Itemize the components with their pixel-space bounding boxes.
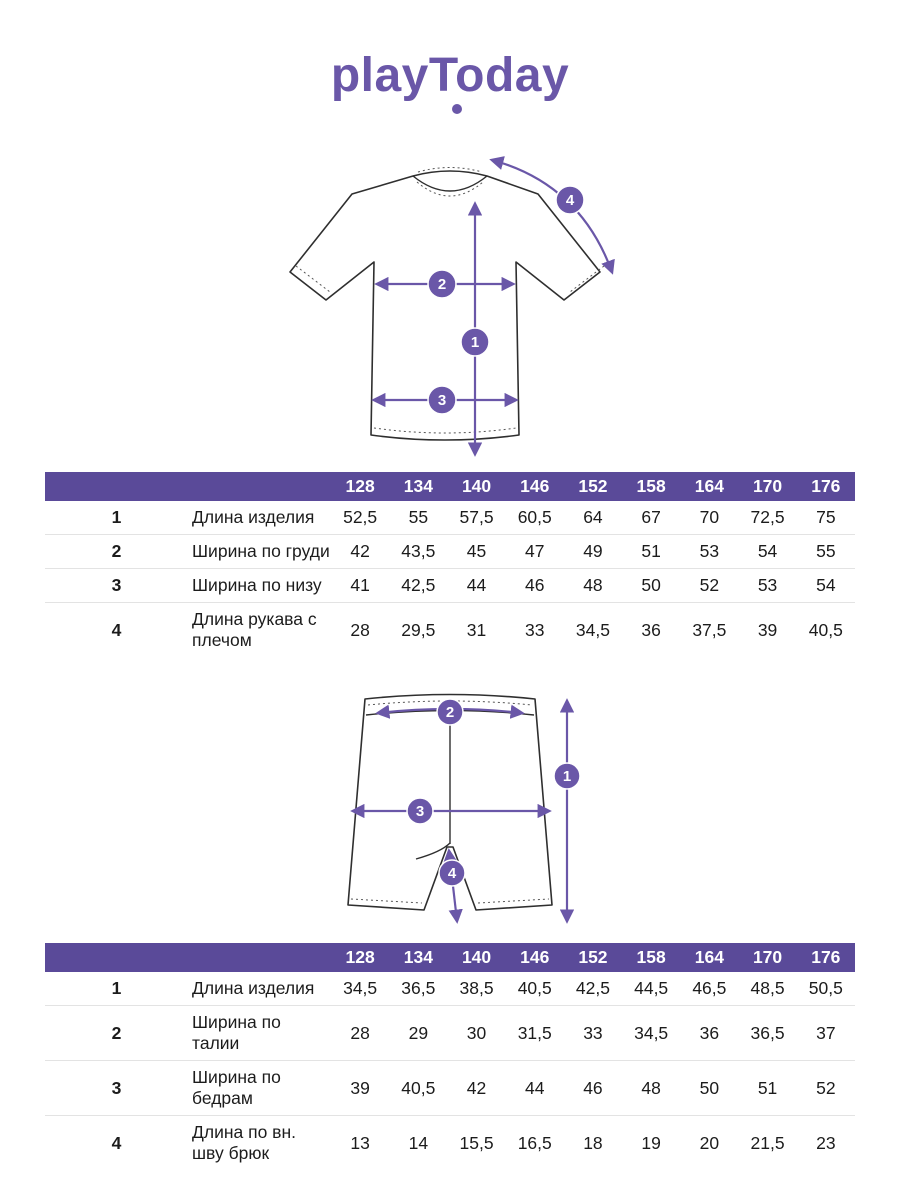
marker-1 (461, 328, 489, 356)
svg-text:2: 2 (445, 704, 455, 721)
measurement-value: 15,5 (459, 1132, 494, 1153)
measurement-value: 48,5 (738, 972, 796, 1006)
measurement-value: 46 (564, 1061, 622, 1116)
size-column-header: 170 (738, 472, 796, 501)
measurement-label: Ширина по бедрам (188, 1061, 331, 1116)
size-column-header: 134 (389, 943, 447, 972)
measurement-value: 46,5 (680, 972, 738, 1006)
measurement-value: 44 (506, 1061, 564, 1116)
measurement-row (45, 501, 855, 535)
measurement-value: 20 (699, 1132, 720, 1153)
measurement-value: 33 (564, 1006, 622, 1061)
measurement-value: 31 (466, 619, 487, 640)
size-column-header: 158 (622, 472, 680, 501)
size-column-header: 164 (680, 943, 738, 972)
measurement-value: 43,5 (389, 535, 447, 569)
brand-header (0, 0, 900, 120)
measurement-value: 48 (564, 569, 622, 603)
size-column-header: 146 (506, 472, 564, 501)
measurement-value: 51 (622, 535, 680, 569)
measurement-value: 36,5 (389, 972, 447, 1006)
measurement-value: 39 (757, 619, 778, 640)
size-header-row (45, 472, 855, 501)
measurement-value: 29 (389, 1006, 447, 1061)
measurement-label: Длина изделия (188, 501, 331, 535)
tshirt-size-table (45, 472, 855, 657)
measurement-value: 21,5 (750, 1132, 785, 1153)
tshirt-diagram (270, 142, 630, 472)
measurement-row (45, 535, 855, 569)
size-column-header: 152 (564, 472, 622, 501)
size-column-header: 140 (447, 943, 505, 972)
measurement-value: 33 (525, 619, 545, 640)
shorts-size-table (45, 943, 855, 1170)
measurement-value: 50 (622, 569, 680, 603)
measurement-value: 53 (738, 569, 796, 603)
svg-text:1: 1 (470, 334, 480, 351)
marker-4 (556, 186, 584, 214)
measurement-label: Длина по вн. шву брюк (192, 1122, 297, 1163)
measurement-value: 40,5 (389, 1061, 447, 1116)
measurement-value: 44 (447, 569, 505, 603)
measurement-value: 36 (680, 1006, 738, 1061)
measurement-value: 31,5 (506, 1006, 564, 1061)
size-column-header: 128 (331, 943, 389, 972)
measurement-value: 48 (622, 1061, 680, 1116)
measurement-row (45, 1006, 855, 1061)
marker-2 (428, 270, 456, 298)
measurement-value: 30 (447, 1006, 505, 1061)
brand-logo: playToday (330, 49, 570, 102)
measurement-label: Ширина по талии (188, 1006, 331, 1061)
measurement-value: 67 (622, 501, 680, 535)
measurement-value: 45 (447, 535, 505, 569)
measurement-value: 72,5 (738, 501, 796, 535)
measurement-value: 47 (506, 535, 564, 569)
measurement-value: 51 (738, 1061, 796, 1116)
measurement-value: 75 (797, 501, 855, 535)
measurement-value: 50,5 (797, 972, 855, 1006)
row-number: 4 (111, 1132, 122, 1153)
measurement-value: 37 (797, 1006, 855, 1061)
size-column-header: 170 (738, 943, 796, 972)
measurement-value: 38,5 (447, 972, 505, 1006)
size-column-header: 140 (447, 472, 505, 501)
size-column-header: 164 (680, 472, 738, 501)
header-corner (45, 472, 331, 501)
size-column-header: 176 (797, 943, 855, 972)
measurement-value: 28 (350, 619, 370, 640)
svg-text:4: 4 (447, 865, 457, 882)
measurement-label: Длина изделия (188, 972, 331, 1006)
measurement-value: 40,5 (808, 619, 843, 640)
size-column-header: 134 (389, 472, 447, 501)
measurement-label: Ширина по груди (188, 535, 331, 569)
measurement-label: Ширина по низу (188, 569, 331, 603)
shorts-diagram (320, 683, 580, 943)
measurement-value: 23 (816, 1132, 836, 1153)
measurement-row (45, 603, 855, 658)
measurement-value: 60,5 (506, 501, 564, 535)
measurement-value: 55 (389, 501, 447, 535)
size-column-header: 152 (564, 943, 622, 972)
measurement-value: 52,5 (331, 501, 389, 535)
measurement-value: 46 (506, 569, 564, 603)
measurement-value: 40,5 (506, 972, 564, 1006)
measurement-value: 14 (408, 1132, 429, 1153)
logo-dot-icon (452, 104, 462, 114)
size-column-header: 158 (622, 943, 680, 972)
measurement-label: Длина рукава с плечом (192, 609, 317, 650)
measurement-value: 70 (680, 501, 738, 535)
measurement-value: 42,5 (389, 569, 447, 603)
measurement-value: 42,5 (564, 972, 622, 1006)
measurement-value: 42 (447, 1061, 505, 1116)
measurement-value: 42 (331, 535, 389, 569)
measurement-value: 39 (331, 1061, 389, 1116)
svg-text:3: 3 (437, 392, 447, 409)
svg-text:3: 3 (415, 803, 425, 820)
header-corner (45, 943, 331, 972)
measurement-value: 50 (680, 1061, 738, 1116)
measurement-value: 36 (641, 619, 661, 640)
measurement-value: 49 (564, 535, 622, 569)
measurement-row (45, 1061, 855, 1116)
size-column-header: 146 (506, 943, 564, 972)
row-number: 3 (45, 569, 188, 603)
marker-2 (437, 699, 463, 725)
measurement-value: 52 (680, 569, 738, 603)
marker-1 (554, 763, 580, 789)
measurement-value: 41 (331, 569, 389, 603)
svg-text:4: 4 (565, 192, 575, 209)
measurement-value: 18 (583, 1132, 603, 1153)
marker-4 (439, 860, 465, 886)
marker-3 (428, 386, 456, 414)
row-number: 2 (45, 1006, 188, 1061)
size-column-header: 176 (797, 472, 855, 501)
measurement-value: 52 (797, 1061, 855, 1116)
size-column-header: 128 (331, 472, 389, 501)
measurement-row (45, 569, 855, 603)
measurement-value: 16,5 (517, 1132, 552, 1153)
measurement-value: 19 (641, 1132, 661, 1153)
measurement-value: 57,5 (447, 501, 505, 535)
row-number: 1 (45, 972, 188, 1006)
measurement-value: 34,5 (331, 972, 389, 1006)
marker-3 (407, 798, 433, 824)
measurement-value: 53 (680, 535, 738, 569)
measurement-value: 55 (797, 535, 855, 569)
measurement-row (45, 972, 855, 1006)
measurement-value: 13 (350, 1132, 370, 1153)
measurement-value: 44,5 (622, 972, 680, 1006)
measurement-value: 64 (564, 501, 622, 535)
measurement-value: 28 (331, 1006, 389, 1061)
svg-text:2: 2 (437, 276, 447, 293)
measurement-value: 29,5 (401, 619, 436, 640)
measurement-value: 34,5 (622, 1006, 680, 1061)
size-header-row (45, 943, 855, 972)
measurement-value: 54 (797, 569, 855, 603)
measurement-value: 34,5 (575, 619, 610, 640)
svg-text:1: 1 (562, 768, 572, 785)
row-number: 1 (45, 501, 188, 535)
measurement-value: 36,5 (738, 1006, 796, 1061)
row-number: 4 (111, 619, 122, 640)
measurement-value: 37,5 (692, 619, 727, 640)
measurement-value: 54 (738, 535, 796, 569)
row-number: 3 (45, 1061, 188, 1116)
measurement-row (45, 1116, 855, 1171)
row-number: 2 (45, 535, 188, 569)
